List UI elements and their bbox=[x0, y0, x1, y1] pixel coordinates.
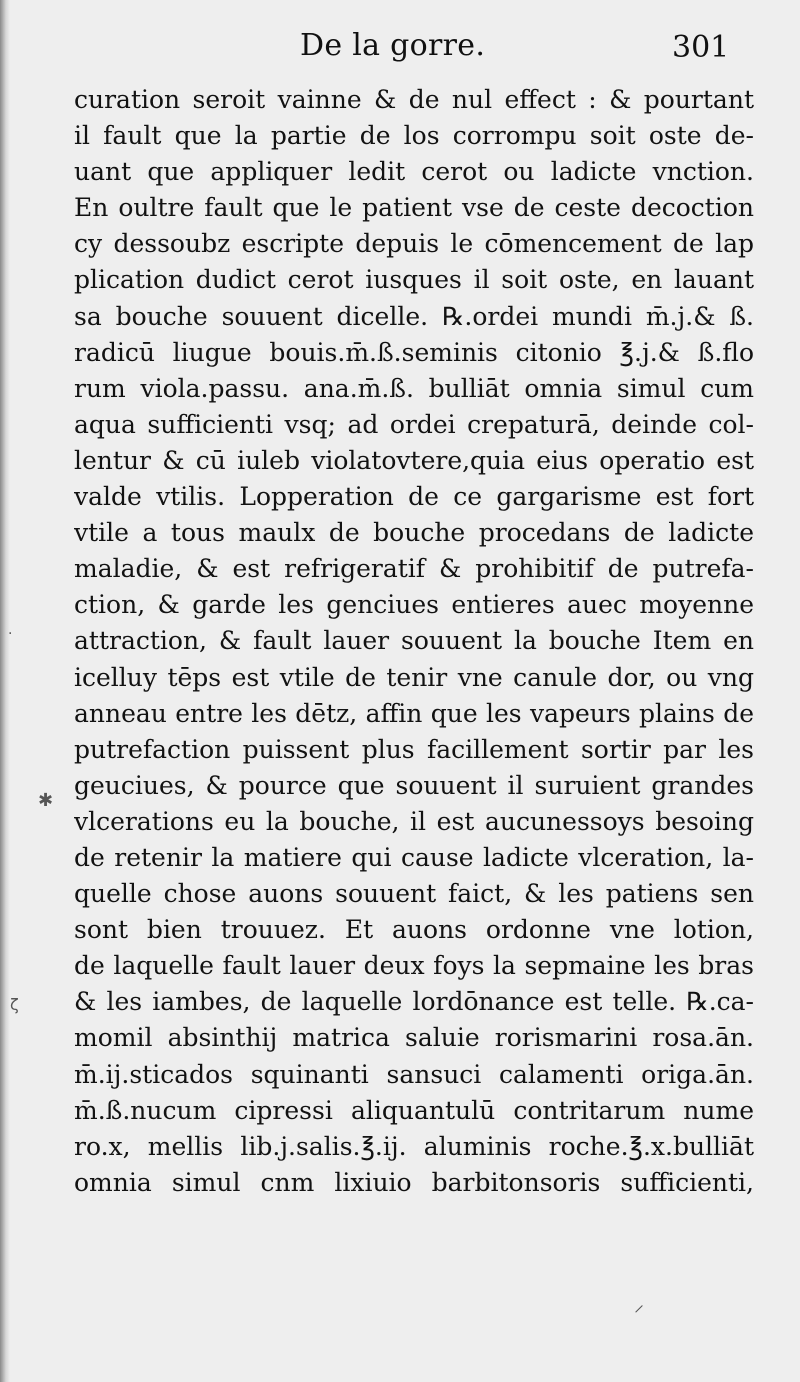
text-line: ro.x, mellis lib.j.salis.℥.ij. aluminis roche.℥.x.bulliāt bbox=[74, 1131, 754, 1161]
text-line: putrefaction puissent plus facillement sortir par les bbox=[74, 734, 754, 764]
text-line: aqua sufficienti vsq; ad ordei crepaturā, deinde col- bbox=[74, 409, 754, 439]
text-line: icelluy tēps est vtile de tenir vne canule dor, ou vng bbox=[74, 662, 754, 692]
margin-tick-icon: ζ bbox=[10, 995, 19, 1014]
text-line: sont bien trouuez. Et auons ordonne vne lotion, bbox=[74, 915, 754, 945]
text-line: En oultre fault que le patient vse de ceste decoction bbox=[74, 193, 754, 223]
text-line: plication dudict cerot iusques il soit oste, en lauant bbox=[74, 265, 754, 295]
text-line: de retenir la matiere qui cause ladicte vlceration, la- bbox=[74, 842, 754, 872]
text-line: de laquelle fault lauer deux foys la sepmaine les bras bbox=[74, 951, 754, 981]
text-line: momil absinthij matrica saluie rorismarini rosa.ān. bbox=[74, 1023, 754, 1053]
margin-dot-icon: · bbox=[8, 626, 13, 642]
text-line: anneau entre les dētz, affin que les vapeurs plains de bbox=[74, 698, 754, 728]
body-text bbox=[74, 82, 754, 1201]
page-header bbox=[0, 28, 800, 76]
text-line: m̄.ij.sticados squinanti sansuci calamenti origa.ān. bbox=[74, 1059, 754, 1089]
text-line: omnia simul cnm lixiuio barbitonsoris sufficienti, bbox=[74, 1167, 754, 1197]
text-line: valde vtilis. Lopperation de ce gargarisme est fort bbox=[74, 482, 754, 512]
text-line: vtile a tous maulx de bouche procedans de ladicte bbox=[74, 518, 754, 548]
page-gutter-shadow bbox=[0, 0, 13, 1382]
running-title: De la gorre. bbox=[300, 28, 486, 63]
text-line: rum viola.passu. ana.m̄.ß. bulliāt omnia simul cum bbox=[74, 373, 754, 403]
text-line: maladie, & est refrigeratif & prohibitif de putrefa- bbox=[74, 554, 754, 584]
text-line: uant que appliquer ledit cerot ou ladicte vnction. bbox=[74, 157, 754, 187]
text-line: ction, & garde les genciues entieres auec moyenne bbox=[74, 590, 754, 620]
text-line: il fault que la partie de los corrompu soit oste de- bbox=[74, 121, 754, 151]
text-line: sa bouche souuent dicelle. ℞.ordei mundi m̄.j.& ß. bbox=[74, 301, 754, 331]
text-line: radicū liugue bouis.m̄.ß.seminis citonio ℥.j.& ß.flo bbox=[74, 337, 754, 367]
text-line: attraction, & fault lauer souuent la bouche Item en bbox=[74, 626, 754, 656]
text-line: & les iambes, de laquelle lordōnance est telle. ℞.ca- bbox=[74, 987, 754, 1017]
text-line: vlcerations eu la bouche, il est aucunessoys besoing bbox=[74, 806, 754, 836]
text-line: m̄.ß.nucum cipressi aliquantulū contritarum nume bbox=[74, 1095, 754, 1125]
page-number: 301 bbox=[672, 30, 730, 65]
text-line: curation seroit vainne & de nul effect : & pourtant bbox=[74, 85, 754, 114]
footer-mark-icon: ⸝ bbox=[634, 1292, 644, 1316]
text-line: geuciues, & pource que souuent il suruient grandes bbox=[74, 770, 754, 800]
text-line: cy dessoubz escripte depuis le cōmencement de lap bbox=[74, 229, 754, 259]
text-line: quelle chose auons souuent faict, & les patiens sen bbox=[74, 879, 754, 909]
margin-asterisk-icon: ✱ bbox=[38, 790, 54, 811]
text-line: lentur & cū iuleb violatovtere,quia eius operatio est bbox=[74, 445, 754, 475]
